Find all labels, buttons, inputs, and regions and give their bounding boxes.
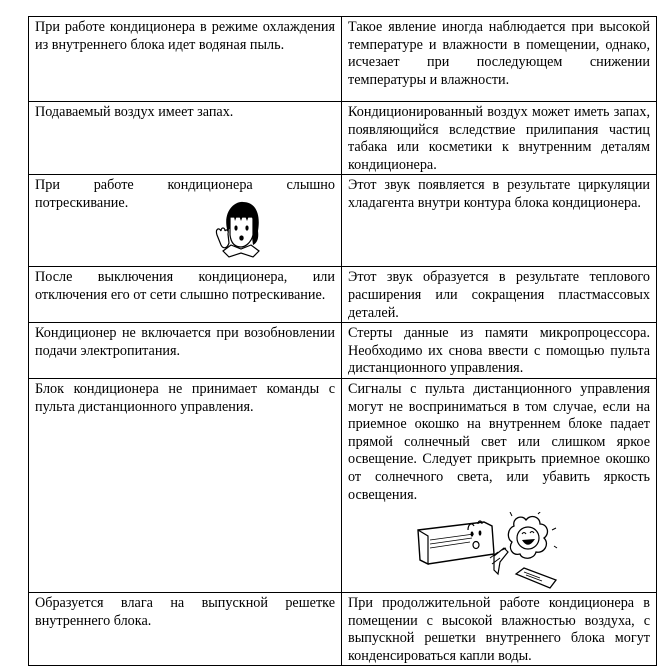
explanation-text: Такое явление иногда наблюдается при высокой температуре и влажности в помещении, однако, исчезает при последующем снижении температуры и влажности.: [348, 19, 650, 88]
explanation-cell: [342, 102, 657, 175]
explanation-cell: [342, 17, 657, 102]
girl-listening-icon: [213, 199, 265, 261]
problem-text: При работе кондиционера слышно потрескивание.: [35, 177, 335, 211]
problem-text: Образуется влага на выпускной решетке внутреннего блока.: [35, 595, 335, 629]
problem-cell: [29, 267, 342, 323]
problem-text: После выключения кондиционера, или отключения его от сети слышно потрескивание.: [35, 269, 335, 303]
problem-text: Подаваемый воздух имеет запах.: [35, 104, 234, 120]
problem-cell: [29, 175, 342, 267]
table-row: [29, 102, 657, 175]
table-row: [29, 17, 657, 102]
problem-cell: [29, 323, 342, 379]
table-row: [29, 175, 657, 267]
explanation-cell: [342, 267, 657, 323]
explanation-text: Этот звук образуется в результате теплового расширения или сокращения пластмассовых деталей.: [348, 269, 650, 321]
air-conditioner-sun-remote-icon: [414, 512, 564, 592]
explanation-cell: [342, 323, 657, 379]
explanation-text: Стерты данные из памяти микропроцессора. Необходимо их снова ввести с помощью пульта дистанционного управления.: [348, 325, 650, 377]
problem-cell: [29, 593, 342, 666]
problem-cell: [29, 378, 342, 592]
problem-text: При работе кондиционера в режиме охлаждения из внутреннего блока идет водяная пыль.: [35, 19, 335, 53]
explanation-cell: [342, 175, 657, 267]
table-row: [29, 593, 657, 666]
table-row: [29, 267, 657, 323]
explanation-text: Сигналы с пульта дистанционного управления могут не восприниматься в том случае, если на приемное окошко на внутреннем блоке падает прямой солнечный свет или слишком яркое освещение. Следует прикрыть приемное окошко от солнечного света, или убавить яркость освещения.: [348, 380, 650, 503]
explanation-text: Кондиционированный воздух может иметь запах, появляющийся вследствие прилипания частиц табака или косметики к внутренним деталям кондиционера.: [348, 104, 650, 173]
problem-text: Блок кондиционера не принимает команды с пульта дистанционного управления.: [35, 380, 335, 415]
explanation-cell: [342, 593, 657, 666]
problem-text: Кондиционер не включается при возобновлении подачи электропитания.: [35, 325, 335, 359]
table-row: [29, 323, 657, 379]
explanation-text: При продолжительной работе кондиционера в помещении с высокой влажностью воздуха, с выпускной решетки внутреннего блока могут конденсироваться капли воды.: [348, 595, 650, 664]
table-row: [29, 378, 657, 592]
explanation-text: Этот звук появляется в результате циркуляции хладагента внутри контура блока кондиционера.: [348, 177, 650, 211]
problem-cell: [29, 17, 342, 102]
problem-cell: [29, 102, 342, 175]
explanation-cell: [342, 378, 657, 592]
troubleshooting-table: [28, 16, 657, 666]
